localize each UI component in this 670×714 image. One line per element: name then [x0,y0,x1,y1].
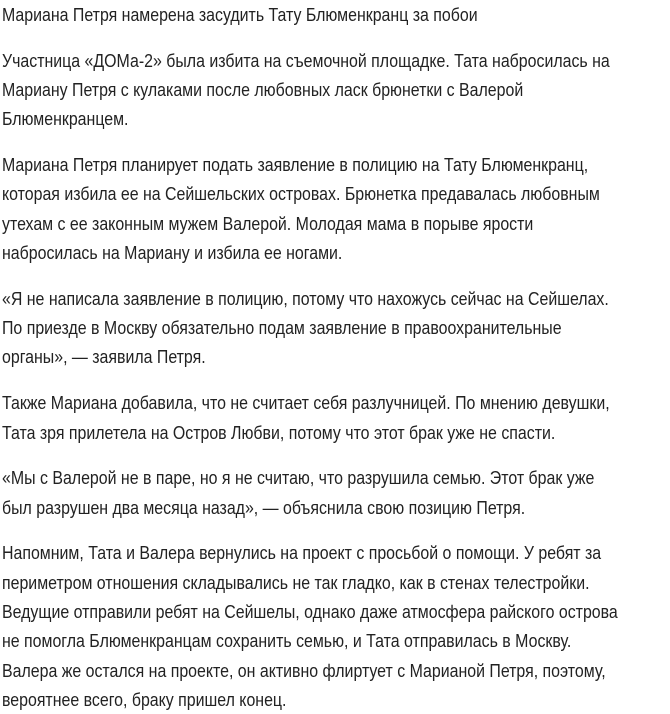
paragraph-line: не помогла Блюменкранцам сохранить семью, и Тата отправилась в Москву. [2,630,572,652]
paragraph-line: набросилась на Мариану и избила ее ногами. [2,242,343,264]
paragraph-gap [2,134,656,151]
paragraph-4 [2,388,656,447]
paragraph-5-quote [2,463,656,522]
paragraph-2 [2,150,656,267]
paragraph-line: периметром отношения складывались не так гладко, как в стенах телестройки. [2,571,590,593]
paragraph-line: органы», — заявила Петря. [2,346,206,368]
paragraph-line: Валера же остался на проекте, он активно флиртует с Марианой Петря, поэтому, [2,659,606,681]
paragraph-gap [2,29,656,46]
paragraph-gap [2,267,656,284]
paragraph-line: Напомним, Тата и Валера вернулись на проект с просьбой о помощи. У ребят за [2,542,602,564]
article-title: Мариана Петря намерена засудить Тату Блюменкранц за побои [2,4,478,25]
paragraph-line: Мариану Петря с кулаками после любовных ласк брюнетки с Валерой [2,79,524,101]
paragraph-line: Блюменкранцем. [2,108,129,130]
paragraph-line: «Я не написала заявление в полицию, потому что нахожусь сейчас на Сейшелах. [2,287,609,309]
article [2,0,656,714]
paragraph-line: Ведущие отправили ребят на Сейшелы, однако даже атмосфера райского острова [2,601,618,623]
paragraph-gap [2,447,656,464]
paragraph-1 [2,46,656,134]
paragraph-line: утехам с ее законным мужем Валерой. Молодая мама в порыве ярости [2,212,534,234]
paragraph-line: По приезде в Москву обязательно подам заявление в правоохранительные [2,317,562,339]
paragraph-3-quote [2,284,656,372]
paragraph-line: был разрушен два месяца назад», — объяснила свою позицию Петря. [2,496,526,518]
paragraph-line: Мариана Петря планирует подать заявление в полицию на Тату Блюменкранц, [2,154,589,176]
paragraph-line: «Мы с Валерой не в паре, но я не считаю, что разрушила семью. Этот брак уже [2,467,595,489]
paragraph-gap [2,372,656,389]
paragraph-6 [2,538,656,714]
paragraph-line: которая избила ее на Сейшельских островах. Брюнетка предавалась любовным [2,183,600,205]
paragraph-gap [2,522,656,539]
paragraph-line: вероятнее всего, браку пришел конец. [2,688,287,710]
paragraph-line: Участница «ДОМа-2» была избита на съемочной площадке. Тата набросилась на [2,49,610,71]
paragraph-line: Также Мариана добавила, что не считает себя разлучницей. По мнению девушки, [2,392,610,414]
paragraph-line: Тата зря прилетела на Остров Любви, потому что этот брак уже не спасти. [2,421,556,443]
